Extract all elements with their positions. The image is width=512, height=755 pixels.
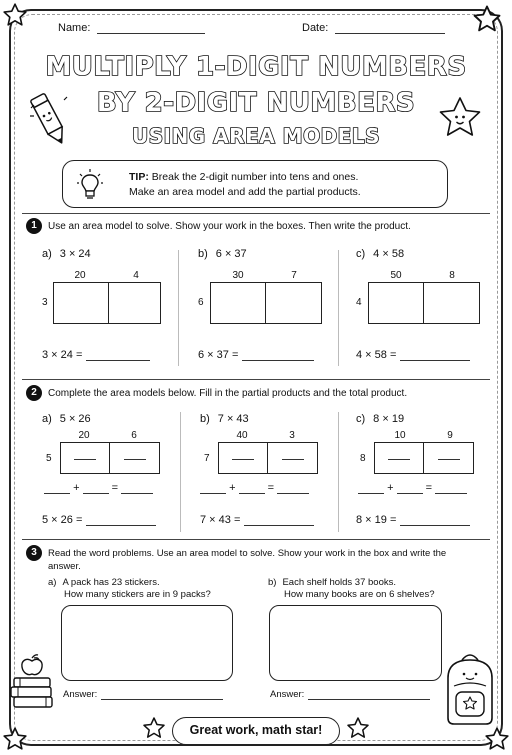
partial-product-blank[interactable] bbox=[74, 459, 96, 460]
partial-sum-line[interactable] bbox=[358, 482, 467, 494]
section-number-badge: 3 bbox=[26, 545, 42, 561]
answer-line[interactable] bbox=[63, 689, 223, 700]
tip-line-1: Break the 2-digit number into tens and ones. bbox=[151, 171, 359, 183]
sum-blank[interactable] bbox=[358, 484, 384, 494]
answer-label: Answer: bbox=[270, 689, 305, 700]
star-icon bbox=[484, 726, 510, 752]
answer-label: Answer: bbox=[63, 689, 98, 700]
section-1-instruction: Use an area model to solve. Show your work in the boxes. Then write the product. bbox=[48, 221, 411, 232]
partial-product-blank[interactable] bbox=[124, 459, 146, 460]
problem-expression: 4 × 58 bbox=[373, 248, 405, 260]
column-divider bbox=[338, 250, 339, 366]
pencil-icon bbox=[28, 88, 70, 150]
date-field[interactable] bbox=[302, 22, 445, 34]
equals-sign: = bbox=[267, 482, 275, 494]
tens-label: 40 bbox=[236, 430, 248, 441]
side-label: 3 bbox=[42, 297, 48, 308]
tens-label: 20 bbox=[78, 430, 90, 441]
section-divider bbox=[22, 213, 490, 214]
area-model-box[interactable] bbox=[53, 282, 161, 324]
answer-blank[interactable] bbox=[400, 515, 470, 526]
sum-blank[interactable] bbox=[397, 484, 423, 494]
answer-blank[interactable] bbox=[242, 350, 314, 361]
section-divider bbox=[22, 379, 490, 380]
ones-label: 7 bbox=[291, 270, 297, 281]
problem-expression: 6 × 37 bbox=[215, 248, 247, 260]
star-icon bbox=[2, 2, 28, 28]
area-model-box[interactable] bbox=[210, 282, 322, 324]
sum-blank[interactable] bbox=[435, 484, 467, 494]
area-model-box[interactable] bbox=[60, 442, 160, 474]
side-label: 5 bbox=[46, 453, 52, 464]
answer-line[interactable] bbox=[356, 514, 470, 526]
problem-expression: 8 × 19 bbox=[373, 413, 405, 425]
ones-cell[interactable] bbox=[424, 283, 479, 323]
section-number-badge: 2 bbox=[26, 385, 42, 401]
answer-blank[interactable] bbox=[400, 350, 470, 361]
section-number-badge: 1 bbox=[26, 218, 42, 234]
side-label: 7 bbox=[204, 453, 210, 464]
answer-prompt: 6 × 37 = bbox=[198, 349, 239, 361]
answer-line[interactable] bbox=[270, 689, 430, 700]
ones-label: 4 bbox=[133, 270, 139, 281]
section-3-instruction bbox=[48, 547, 498, 573]
sum-blank[interactable] bbox=[44, 484, 70, 494]
word-problem-a bbox=[48, 577, 211, 601]
section-3-instruction-line-2: answer. bbox=[48, 561, 81, 572]
ones-label: 6 bbox=[131, 430, 137, 441]
answer-prompt: 4 × 58 = bbox=[356, 349, 397, 361]
star-icon bbox=[346, 716, 370, 740]
problem-expression: 5 × 26 bbox=[59, 413, 91, 425]
backpack-icon bbox=[440, 648, 500, 728]
problem-letter: b) bbox=[198, 248, 208, 260]
answer-blank[interactable] bbox=[244, 515, 314, 526]
problem-1a-label bbox=[42, 248, 91, 260]
plus-sign: + bbox=[387, 482, 394, 494]
tens-cell[interactable] bbox=[375, 443, 424, 473]
answer-prompt: 3 × 24 = bbox=[42, 349, 83, 361]
title-line-2: BY 2-DIGIT NUMBERS bbox=[96, 88, 416, 118]
star-icon bbox=[142, 716, 166, 740]
side-label: 8 bbox=[360, 453, 366, 464]
partial-sum-line[interactable] bbox=[44, 482, 153, 494]
work-box[interactable] bbox=[61, 605, 233, 681]
column-divider bbox=[180, 412, 181, 532]
tens-label: 30 bbox=[232, 270, 244, 281]
sum-blank[interactable] bbox=[239, 484, 265, 494]
ones-cell[interactable] bbox=[110, 443, 159, 473]
name-field[interactable] bbox=[58, 22, 205, 34]
problem-1c-label bbox=[356, 248, 404, 260]
ones-cell[interactable] bbox=[109, 283, 160, 323]
date-label: Date: bbox=[302, 22, 329, 34]
tens-cell[interactable] bbox=[219, 443, 268, 473]
ones-cell[interactable] bbox=[266, 283, 321, 323]
tens-label: 10 bbox=[394, 430, 406, 441]
lightbulb-icon bbox=[77, 168, 103, 202]
title-line-1: MULTIPLY 1-DIGIT NUMBERS bbox=[45, 52, 467, 82]
answer-line[interactable] bbox=[356, 349, 470, 361]
encouragement-banner bbox=[172, 717, 340, 745]
answer-line[interactable] bbox=[42, 514, 156, 526]
problem-2a-label bbox=[42, 413, 91, 425]
word-problem-line-2: How many stickers are in 9 packs? bbox=[64, 589, 211, 600]
area-model-box[interactable] bbox=[218, 442, 318, 474]
problem-letter: b) bbox=[268, 577, 277, 588]
ones-cell[interactable] bbox=[268, 443, 317, 473]
star-icon bbox=[2, 726, 28, 752]
partial-product-blank[interactable] bbox=[388, 459, 410, 460]
column-divider bbox=[178, 250, 179, 366]
problem-1b-label bbox=[198, 248, 247, 260]
word-problem-line-2: How many books are on 6 shelves? bbox=[284, 589, 435, 600]
ones-cell[interactable] bbox=[424, 443, 473, 473]
answer-blank[interactable] bbox=[308, 690, 430, 700]
star-icon bbox=[472, 4, 502, 34]
problem-letter: c) bbox=[356, 413, 366, 425]
smiling-star-icon bbox=[437, 96, 483, 140]
answer-blank[interactable] bbox=[86, 350, 150, 361]
answer-line[interactable] bbox=[42, 349, 150, 361]
side-label: 6 bbox=[198, 297, 204, 308]
problem-expression: 3 × 24 bbox=[59, 248, 91, 260]
partial-sum-line[interactable] bbox=[200, 482, 309, 494]
section-divider bbox=[22, 539, 490, 540]
side-label: 4 bbox=[356, 297, 362, 308]
section-2-instruction: Complete the area models below. Fill in the partial products and the total product. bbox=[48, 388, 408, 399]
sum-blank[interactable] bbox=[200, 484, 226, 494]
problem-letter: a) bbox=[48, 577, 57, 588]
answer-prompt: 7 × 43 = bbox=[200, 514, 241, 526]
area-model-box[interactable] bbox=[368, 282, 480, 324]
problem-letter: c) bbox=[356, 248, 366, 260]
section-3-instruction-line-1: Read the word problems. Use an area model to solve. Show your work in the box and write the bbox=[48, 548, 447, 559]
equals-sign: = bbox=[425, 482, 433, 494]
problem-expression: 7 × 43 bbox=[217, 413, 249, 425]
tens-label: 20 bbox=[74, 270, 86, 281]
tens-cell[interactable] bbox=[211, 283, 266, 323]
tip-line-2: Make an area model and add the partial products. bbox=[129, 186, 361, 198]
apple-on-books-icon bbox=[8, 652, 56, 710]
title-line-3: USING AREA MODELS bbox=[131, 124, 380, 148]
answer-prompt: 8 × 19 = bbox=[356, 514, 397, 526]
answer-blank[interactable] bbox=[101, 690, 223, 700]
partial-product-blank[interactable] bbox=[282, 459, 304, 460]
word-problem-line-1: Each shelf holds 37 books. bbox=[282, 577, 396, 588]
answer-blank[interactable] bbox=[86, 515, 156, 526]
answer-line[interactable] bbox=[198, 349, 314, 361]
area-model-box[interactable] bbox=[374, 442, 474, 474]
answer-line[interactable] bbox=[200, 514, 314, 526]
ones-label: 8 bbox=[449, 270, 455, 281]
banner-text: Great work, math star! bbox=[189, 723, 323, 737]
problem-letter: a) bbox=[42, 248, 52, 260]
word-problem-b bbox=[268, 577, 435, 601]
sum-blank[interactable] bbox=[277, 484, 309, 494]
ones-label: 9 bbox=[447, 430, 453, 441]
plus-sign: + bbox=[73, 482, 80, 494]
plus-sign: + bbox=[229, 482, 236, 494]
ones-label: 3 bbox=[289, 430, 295, 441]
partial-product-blank[interactable] bbox=[232, 459, 254, 460]
answer-prompt: 5 × 26 = bbox=[42, 514, 83, 526]
partial-product-blank[interactable] bbox=[438, 459, 460, 460]
work-box[interactable] bbox=[269, 605, 442, 681]
tip-label: TIP: bbox=[129, 171, 149, 183]
column-divider bbox=[338, 412, 339, 532]
name-label: Name: bbox=[58, 22, 91, 34]
problem-2b-label bbox=[200, 413, 249, 425]
tens-cell[interactable] bbox=[54, 283, 109, 323]
sum-blank[interactable] bbox=[121, 484, 153, 494]
problem-letter: b) bbox=[200, 413, 210, 425]
date-input-line[interactable] bbox=[335, 22, 445, 34]
problem-letter: a) bbox=[42, 413, 52, 425]
equals-sign: = bbox=[111, 482, 119, 494]
word-problem-line-1: A pack has 23 stickers. bbox=[62, 577, 160, 588]
tens-cell[interactable] bbox=[61, 443, 110, 473]
tip-box bbox=[62, 160, 448, 208]
tens-label: 50 bbox=[390, 270, 402, 281]
name-input-line[interactable] bbox=[97, 22, 205, 34]
sum-blank[interactable] bbox=[83, 484, 109, 494]
tens-cell[interactable] bbox=[369, 283, 424, 323]
tip-text bbox=[129, 170, 361, 200]
problem-2c-label bbox=[356, 413, 404, 425]
